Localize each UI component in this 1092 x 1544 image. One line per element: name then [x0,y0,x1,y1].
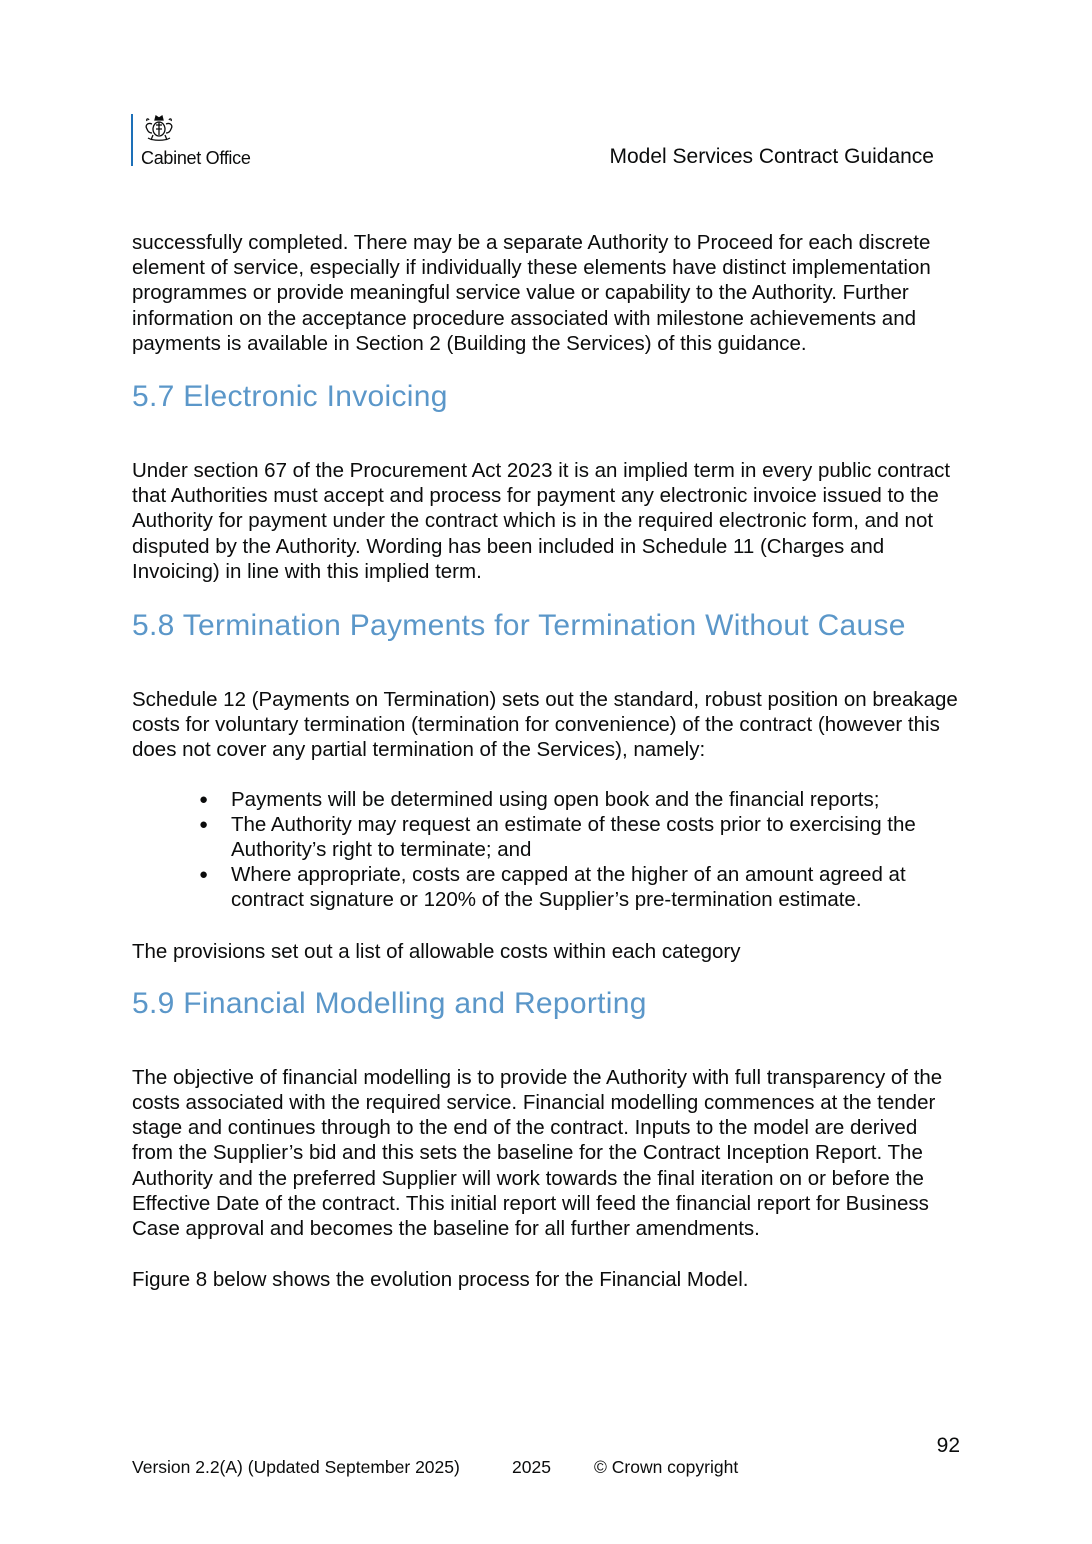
bullet-item: ● Payments will be determined using open book and the financial reports; [231,787,962,812]
bullet-item: ● Where appropriate, costs are capped at the higher of an amount agreed at contract signature or 120% of the Supplier’s pre-termination estimate. [231,862,962,912]
section-heading-5-8: 5.8 Termination Payments for Termination Without Cause [132,609,906,643]
footer-version: Version 2.2(A) (Updated September 2025) [132,1457,460,1477]
section-5-9-paragraph: The objective of financial modelling is to provide the Authority with full transparency of the costs associated with the required service. Financial modelling commences at the tender stage and continues through to the end of the contract. Inputs to the model are derived from the Supplier’s bid and this sets the baseline for the Contract Inception Report. The Authority and the preferred Supplier will work towards the final iteration on or before the Effective Date of the contract. This initial report will feed the financial report for Business Case approval and becomes the baseline for all further amendments. [132,1065,943,1241]
section-5-9-closing-paragraph: Figure 8 below shows the evolution process for the Financial Model. [132,1268,749,1292]
cabinet-office-logo [131,114,251,168]
intro-paragraph: successfully completed. There may be a separate Authority to Proceed for each discrete element of service, especially if individually these elements have distinct implementation programmes or provide meaningful service value or capability to the Authority. Further information on the acceptance procedure associated with milestone achievements and payments is available in Section 2 (Building the Services) of this guidance. [132,231,931,355]
section-heading-5-9: 5.9 Financial Modelling and Reporting [132,986,647,1020]
section-5-8-paragraph: Schedule 12 (Payments on Termination) sets out the standard, robust position on breakage costs for voluntary termination (termination for convenience) of the contract (however this does not cover any partial termination of the Services), namely: [132,688,958,762]
page-number: 92 [936,1434,960,1457]
royal-crest-icon [141,114,177,144]
footer-copyright: © Crown copyright [594,1457,739,1477]
footer [132,1457,738,1478]
bullet-item: ● The Authority may request an estimate of these costs prior to exercising the Authority’s right to terminate; and [231,812,962,862]
document-title: Model Services Contract Guidance [609,145,934,168]
section-5-7-paragraph: Under section 67 of the Procurement Act 2023 it is an implied term in every public contract that Authorities must accept and process for payment any electronic invoice issued to the Authority for payment under the contract which is in the required electronic form, and not disputed by the Authority. Wording has been included in Schedule 11 (Charges and Invoicing) in line with this implied term. [132,459,951,583]
termination-bullet-list [132,787,962,913]
section-heading-5-7: 5.7 Electronic Invoicing [132,380,448,414]
footer-year: 2025 [512,1457,551,1477]
section-5-8-closing-paragraph: The provisions set out a list of allowable costs within each category [132,939,741,963]
logo-text: Cabinet Office [141,148,251,168]
page-content [132,230,962,1292]
